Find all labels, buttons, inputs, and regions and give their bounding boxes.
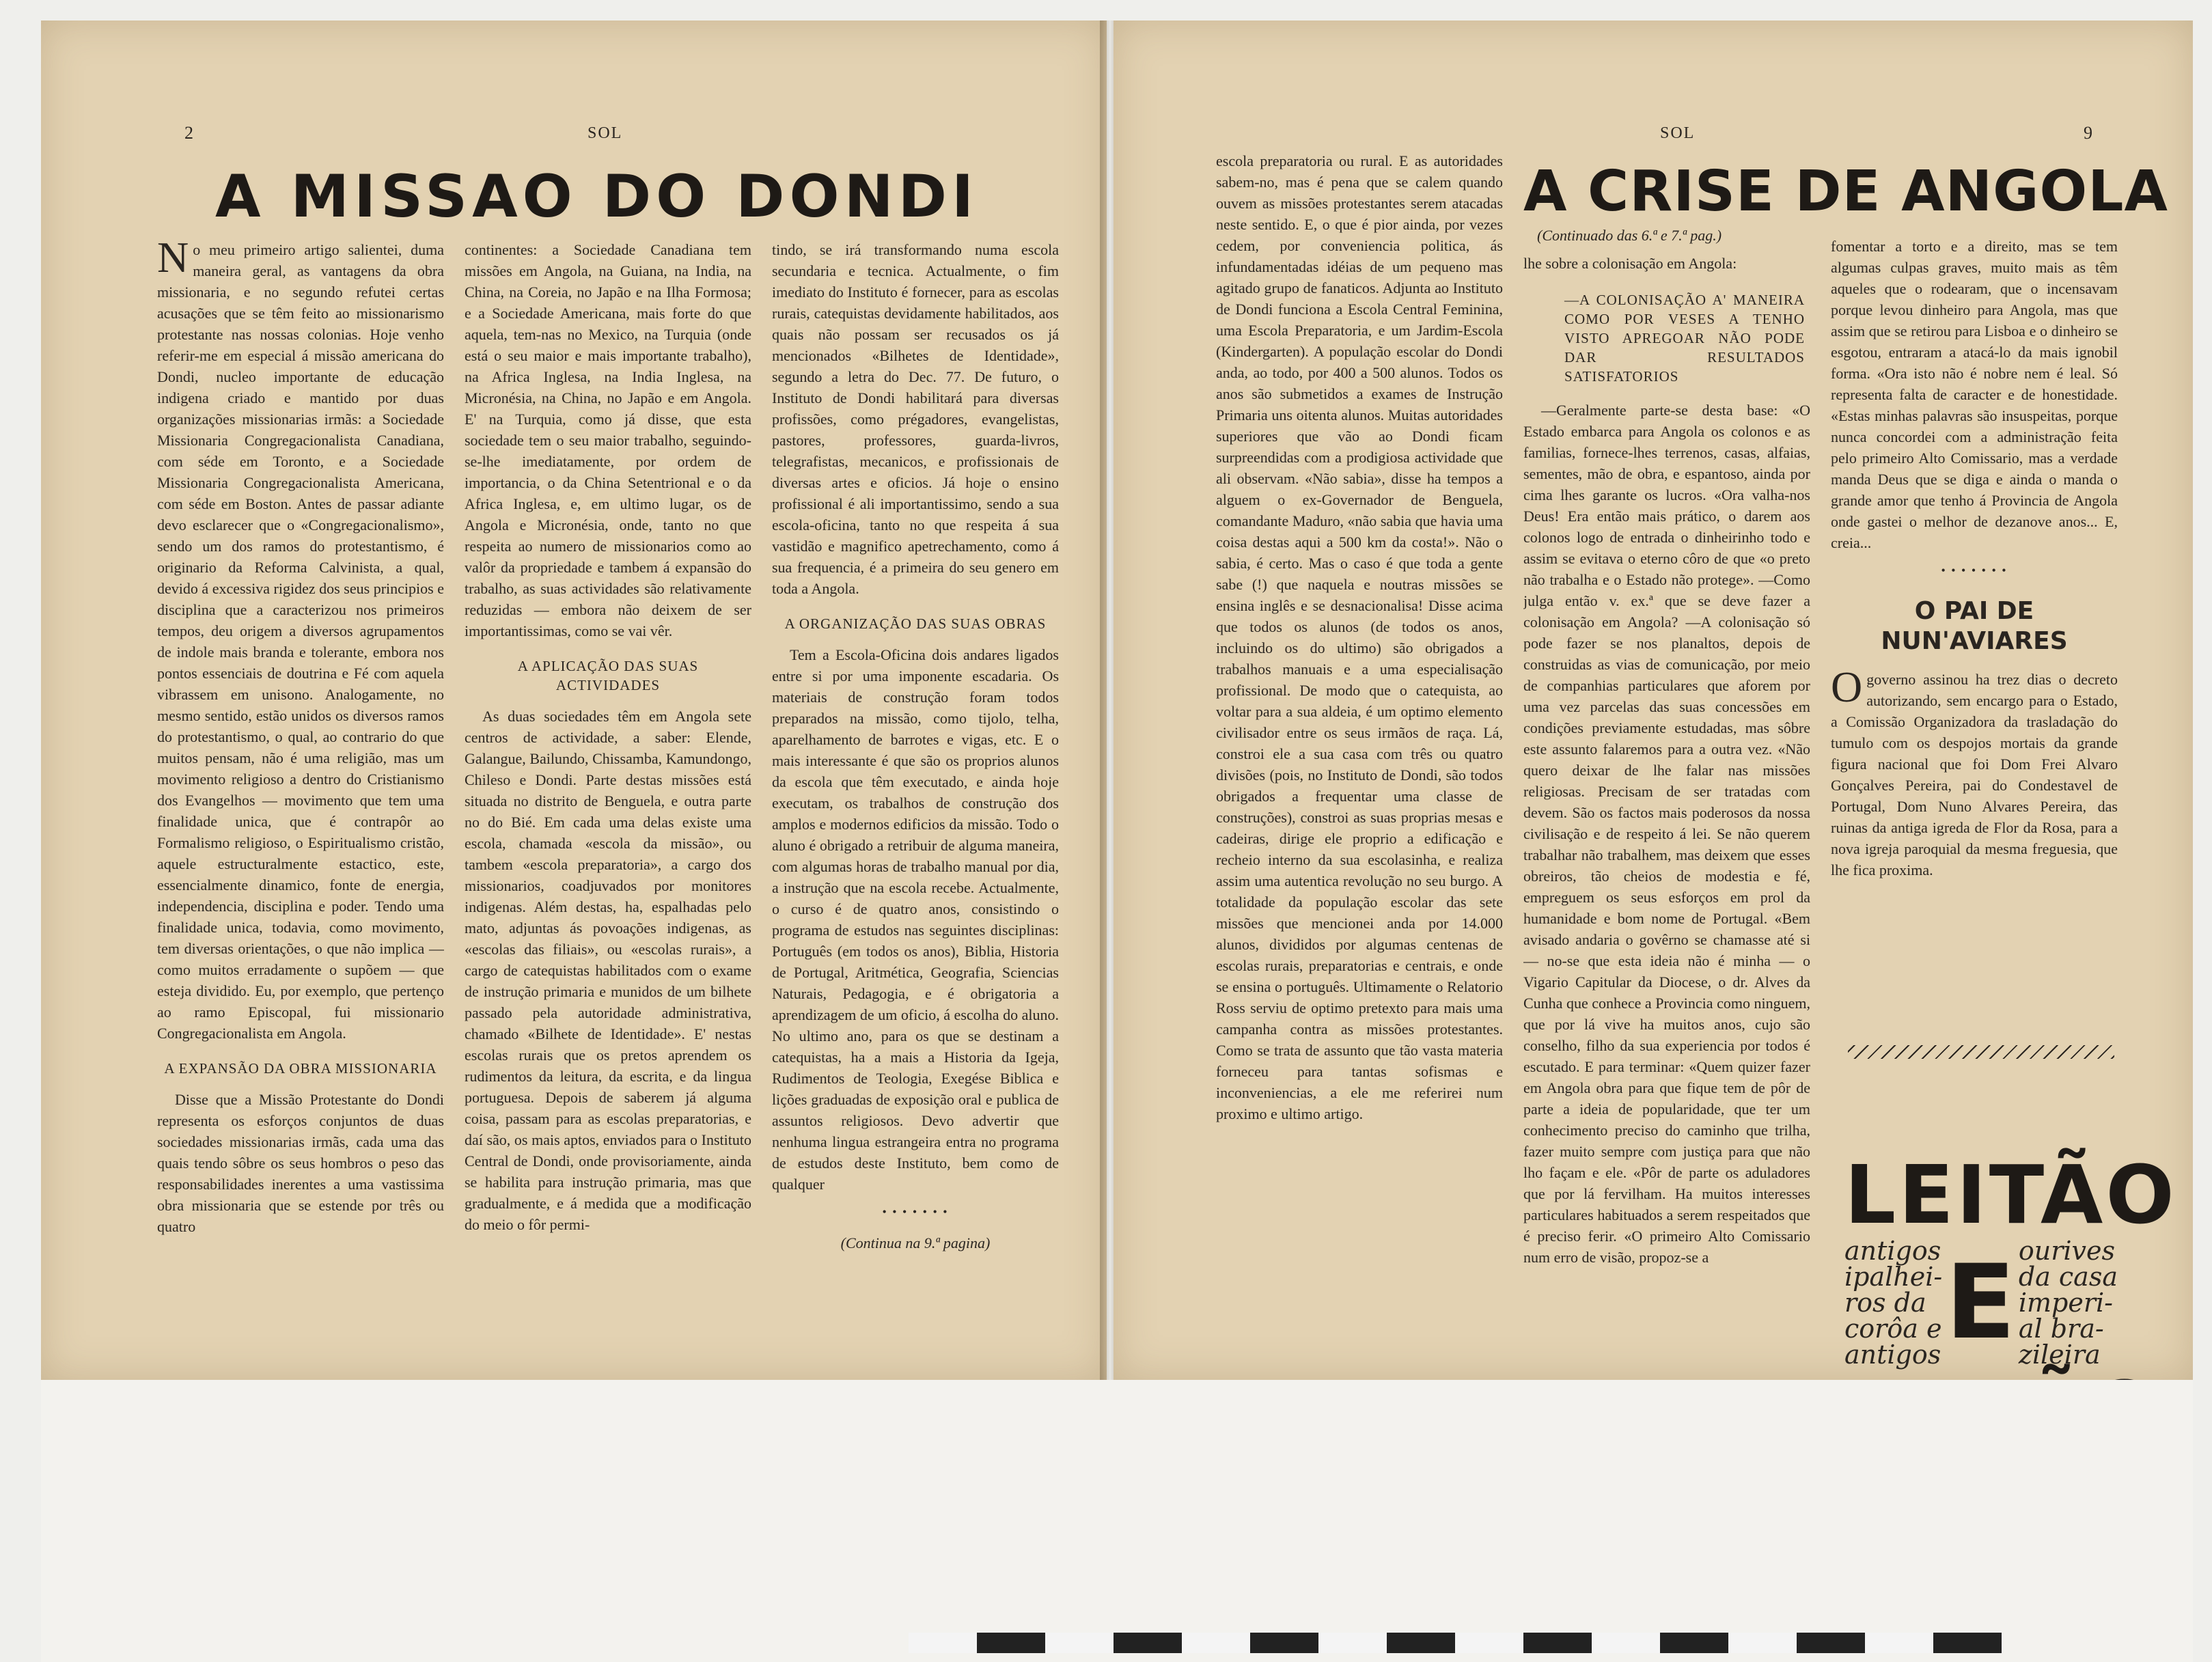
page-number-right: 9 bbox=[2084, 123, 2092, 143]
right-column-1 bbox=[1216, 150, 1503, 1353]
article-paragraph: continentes: a Sociedade Canadiana tem missões em Angola, na Guiana, na India, na China, na Coreia, no Japão e na Ilha Formosa; e a Sociedade Americana, mais forte do que aquela, tem-nas no Mexico, na Turquia (onde está o seu maior e mais importante trabalho), na Africa Inglesa, na India Inglesa, na Micronésia, na China, no Japão e em Angola. E' na Turquia, como já disse, que esta sociedade tem o seu maior trabalho, seguindo-se-lhe imediatamente, por ordem de importancia, o da China Setentrional e o da Africa Inglesa, e, em ultimo lugar, os de Angola e Micronésia, onde, tanto no que respeita ao numero de missionarios como ao valôr da propriedade e tambem á expansão do trabalho, as suas actividades são relativamente reduzidas — embora não deixem de ser importantissimas, como se vai vêr. bbox=[465, 241, 751, 639]
separator-dots: • • • • • • • bbox=[882, 1205, 949, 1219]
running-head-right: SOL bbox=[1660, 124, 1696, 142]
left-column-2 bbox=[465, 239, 751, 1366]
left-page bbox=[41, 20, 1107, 1380]
separator-dots: • • • • • • • bbox=[1941, 564, 2008, 577]
right-page bbox=[1114, 20, 2193, 1380]
article-paragraph: Disse que a Missão Protestante do Dondi representa os esforços conjuntos de duas sociedades missionarias irmãs, cada uma das quais tendo sôbre os seus hombros o peso das responsabilidades inerentes a uma vastissima obra missionaria que se estende por três ou quatro bbox=[157, 1091, 444, 1235]
subhead-expansao: A EXPANSÃO DA OBRA MISSIONARIA bbox=[164, 1060, 437, 1077]
continued-from-note: (Continuado das 6.ª e 7.ª pag.) bbox=[1537, 227, 1722, 244]
article-paragraph: lhe sobre a colonisação em Angola: bbox=[1523, 255, 1737, 272]
right-column-2 bbox=[1523, 253, 1810, 1353]
scan-background bbox=[41, 1380, 2193, 1662]
heading-pai-nunaviares: O PAI DE NUN'AVIARES bbox=[1881, 597, 2068, 655]
article-paragraph: As duas sociedades têm em Angola sete centros de actividade, a saber: Elende, Galangue, Bailundo, Chissamba, Kamundongo, Chileso e Dondi. Parte destas missões está situada no distrito de Benguela, e outra parte no do Bié. Em cada uma delas existe uma escola, chamada «escola da missão», ou tambem «escola preparatoria», a cargo dos missionarios, coadjuvados por monitores indigenas. Além destas, ha, espalhadas pelo mato, adjuntas ás povoações indigenas, as «escolas das filiais», ou «escolas rurais», a cargo de catequistas habilitados com o exame de instrução primaria e munidos de um bilhete passado pela autoridade administrativa, chamado «Bilhete de Identidade». E' nestas escolas rurais que os pretos aprendem os rudimentos da leitura, da escrita, e da lingua portuguesa. Depois de saberem já alguma coisa, passam para as escolas preparatorias, e daí são, os mais aptos, enviados para o Instituto Central de Dondi, onde provisoriamente, ainda se habilita para instrução primaria, mas que gradualmente, e á medida que a modificação do meio o fôr permi- bbox=[465, 708, 751, 1233]
article-paragraph: Ogoverno assinou ha trez dias o decreto autorizando, sem encargo para o Estado, a Comissão Organizadora da trasladação do tumulo com os despojos mortais da grande figura nacional que foi Dom Frei Alvaro Gonçalves Pereira, pai do Condestavel de Portugal, Dom Nuno Alvares Pereira, das ruinas da antiga igreda de Flor da Rosa, para a nova igreja paroquial da mesma freguesia, que lhe fica proxima. bbox=[1831, 663, 2118, 878]
article-paragraph: —Geralmente parte-se desta base: «O Estado embarca para Angola os colonos e as familias, fornece-lhes terrenos, casas, alfaias, sementes, mão de obra, e espantoso, ainda por cima lhes garante os lucros. «Ora valha-nos Deus! Era então mais prático, o darem aos colonos logo de entrada o dinheirinho todo e assim se evitava o eterno côro de que «o preto não trabalha e o Estado não protege». —Como julga então v. ex.ª que se deve fazer a colonisação em Angola? —A colonisação só pode fazer se nos planaltos, depois de construidas as vias de comunicação, por meio de companhias particulares que aforem por uma vez parcelas das suas concessões em condições previamente estudadas, mas sôbre este assunto falaremos para a outra vez. «Não quero deixar de lhe falar nas missões religiosas. Precisam de ser tratadas com devem. São os factos mais poderosos da nossa civilisação e de respeito á lei. Se não querem trabalhar não trabalhem, mas deixem que esses obreiros, tão cheios de modestia e fé, empreguem os seus esforços em prol da humanidade e bom nome de Portugal. «Bem avisado andaria o govêrno se chamasse até si — no-se que esta ideia não é minha — o Vigario Capitular da Diocese, o dr. Alves da Cunha que conhece a Provincia como ninguem, que por lá vive ha muitos anos, cujo são conselho, filho da sua experiencia por todos é escutado. E para terminar: «Quem quizer fazer em Angola obra para que fique tem de pôr de parte a ideia de popularidade, que ter um conhecimento preciso do caminho que trilha, fazer muito sempre com justiça para que não lho façam e ele. «Pôr de parte os aduladores que por lá fervilham. Ha muitos interesses particulares habituados a serem respeitados que é preciso ferir. «O primeiro Alto Comissario num erro de visão, propoz-se a bbox=[1523, 402, 1810, 1266]
headline-crise-angola: A CRISE DE ANGOLA bbox=[1523, 159, 2168, 224]
headline-missao-dondi: A MISSAO DO DONDI bbox=[215, 163, 978, 231]
ad-brand-top: LEITÃO bbox=[1844, 1148, 2177, 1242]
color-calibration-ruler bbox=[909, 1633, 2002, 1653]
article-paragraph: escola preparatoria ou rural. E as autoridades sabem-no, mas é pena que se calem quando ouvem as missões protestantes serem atacadas neste sentido. E, o que é pior ainda, por vezes cedem, por conveniencia politica, ás infundamentadas idéias de um pequeno mas agitado grupo de fanaticos. Adjunta ao Instituto de Dondi funciona a Escola Central Feminina, uma Escola Preparatoria, e um Jardim-Escola (Kindergarten). A população escolar do Dondi anda, ao todo, por 400 a 500 alunos. Todos os anos são submetidos a exames de Instrução Primaria uns oitenta alunos. Muitas autoridades superiores que vão ao Dondi ficam surpreendidas com a prodigiosa actividade que ali observam. «Não sabia», disse ha tempos a alguem o ex-Governador de Benguela, comandante Maduro, «não sabia que havia uma coisa destas aqui a 500 km da costa!». Não o sabia, é certo. Mas o caso é que toda a gente sabe (!) que naquela e noutras missões se ensina inglês e se desnacionalisa! Disse acima que todos os alunos (de todos os anos, incluindo os do ultimo) são obrigados a trabalhos manuais e a uma especialisação profissional. De modo que o catequista, ao voltar para a sua aldeia, é um optimo elemento civilisador entre os seus irmãos de raça. Lá, constroi ele a sua casa com três ou quatro divisões (pois, no Instituto de Dondi, são todos obrigados a frequentar uma classe de construções), constroi as suas proprias mesas e cadeiras, dirige ele proprio a edificação e recheio interno da sua escolasinha, e realiza assim uma autentica revolução no seu burgo. A totalidade da população escolar das sete missões que mencionei anda por 14.000 alunos, divididos por algumas centenas de escolas rurais, preparatorias e centrais, e onde se ensina o português. Ultimamente o Relatorio Ross serviu de optimo pretexto para mais uma campanha contra as missões protestantes. Como se trata de assunto que tão vasta materia forneceu para tantas sofismas e inconveniencias, a ele me referirei num proximo e ultimo artigo. bbox=[1216, 152, 1503, 1122]
page-number-left: 2 bbox=[184, 123, 193, 143]
newspaper-spread bbox=[41, 20, 2193, 1380]
left-column-3 bbox=[772, 239, 1059, 1366]
continued-note: (Continua na 9.ª pagina) bbox=[840, 1234, 991, 1251]
article-paragraph: No meu primeiro artigo salientei, duma maneira geral, as vantagens da obra missionaria, e no segundo refutei certas acusações que se têm feito ao missionarismo protestante nas nossas colonias. Hoje venho referir-me em especial á missão americana do Dondi, nucleo importante de educação indigena criado e mantido por duas organizações missionarias irmãs: a Sociedade Missionaria Congregacionalista Canadiana, com séde em Toronto, e a Sociedade Missionaria Congregacionalista Americana, com séde em Boston. Antes de passar adiante devo esclarecer que o «Congregacionalismo», sendo um dos ramos do protestantismo, é originario da Reforma Calvinista, a qual, devido á excessiva rigidez dos seus principios e disciplina que a caracterizou nos primeiros tempos, deu origem a diversos agrupamentos de indole mais branda e tolerante, embora nos pontos essenciais de doutrina e Fé com aquela vibrassem em unisono. Analogamente, no mesmo sentido, estão unidos os diversos ramos do protestantismo, o qual, ao contrario do que muitos pensam, não é uma religião, mas um movimento religioso a dentro do Cristianismo dos Evangelhos — movimento que tem uma finalidade unica, que é contrapôr ao Formalismo religioso, o Espiritualismo cristão, aquele estructuralmente estactico, este, essencialmente dinamico, fonte de energia, independencia, disciplina e poder. Tendo uma finalidade unica, todavia, como movimento, tem diversas orientações, o que não implica — como muitos erradamente o supõem — que esteja dividido. Eu, por exemplo, que pertenço ao ramo Episcopal, fui missionario Congregacionalista em Angola. bbox=[157, 239, 444, 1042]
article-paragraph: tindo, se irá transformando numa escola secundaria e tecnica. Actualmente, o fim imediato do Instituto é fornecer, para as escolas rurais, catequistas devidamente habilitados, aos quais não possam ser recusados os já mencionados «Bilhetes de Identidade», segundo a letra do Dec. 77. De futuro, o Instituto de Dondi habilitará para diversas profissões, como prégadores, evangelistas, pastores, professores, guarda-livros, telegrafistas, mecanicos, e profissionais de diversas artes e oficios. Já hoje o ensino profissional é ali importantissimo, sendo a sua escola-oficina, tanto no que respeita á sua vastidão e magnifico apetrechamento, como á sua frequencia, é a primeira do seu genero em toda a Angola. bbox=[772, 241, 1059, 597]
right-column-3 bbox=[1831, 236, 2118, 1021]
subhead-organizacao: A ORGANIZAÇÃO DAS SUAS OBRAS bbox=[784, 615, 1047, 632]
wave-divider bbox=[1848, 1045, 2114, 1059]
caps-quote: —A COLONISAÇÃO A' MANEIRA COMO POR VESES A TENHO VISTO APREGOAR NÃO PODE DAR RESULTADOS SATISFATORIOS bbox=[1564, 292, 1805, 385]
ad-left-text: antigos ipalhei- ros da corôa e antigos bbox=[1844, 1236, 1943, 1370]
article-paragraph: Tem a Escola-Oficina dois andares ligados entre si por uma imponente escadaria. Os materiais de construção foram todos preparados na missão, como tijolo, telha, aparelhamento de barrotes e vigas, etc. E o mais interessante é que são os proprios alunos da escola que têm executado, e ainda hoje executam, os trabalhos de construção dos amplos e modernos edificios da missão. Todo o aluno é obrigado a retribuir de alguma maneira, com algumas horas de trabalho manual por dia, a instrução que na escola recebe. Actualmente, o curso é de quatro anos, consistindo o programa de estudos nas seguintes disciplinas: Português (em todos os anos), Biblia, Historia de Portugal, Aritmética, Geografia, Sciencias Naturais, Pedagogia, e é obrigatoria a aprendizagem de um oficio, á escolha do aluno. No ultimo ano, para os que se destinam a catequistas, ha a mais a Historia da Igeja, Rudimentos de Teologia, Exegése Biblica e lições graduadas de exposição oral e publica de assuntos religiosos. Devo advertir que nenhuma lingua estrangeira entra no programa de estudos deste Instituto, bem como de qualquer bbox=[772, 646, 1059, 1193]
ad-ampersand-e: E bbox=[1945, 1243, 2016, 1362]
left-column-1 bbox=[157, 239, 444, 1366]
article-paragraph: fomentar a torto e a direito, mas se tem algumas culpas graves, muito mais as têm aqueles que o rodearam, que o incensavam porque levou dinheiro para Angola, mas que assim que se retirou para Lisboa e o dinheiro se esgotou, entraram a atacá-lo da mais ignobil forma. «Ora isto não é nobre nem é leal. Só representa falta de caracter e de honestidade. «Estas minhas palavras são insuspeitas, porque nunca concordei com a administração feita pelo primeiro Alto Comissario, mas a verdade manda Deus que se diga e ainda o manda o grande amor que tenho á Provincia de Angola onde gastei o melhor de dezanove anos... E, creia... bbox=[1831, 238, 2118, 551]
subhead-aplicacao: A APLICAÇÃO DAS SUAS ACTIVIDADES bbox=[517, 658, 699, 693]
running-head-left: SOL bbox=[587, 124, 623, 142]
ad-right-text: ourives da casa imperi- al bra- zileira bbox=[2018, 1236, 2118, 1370]
